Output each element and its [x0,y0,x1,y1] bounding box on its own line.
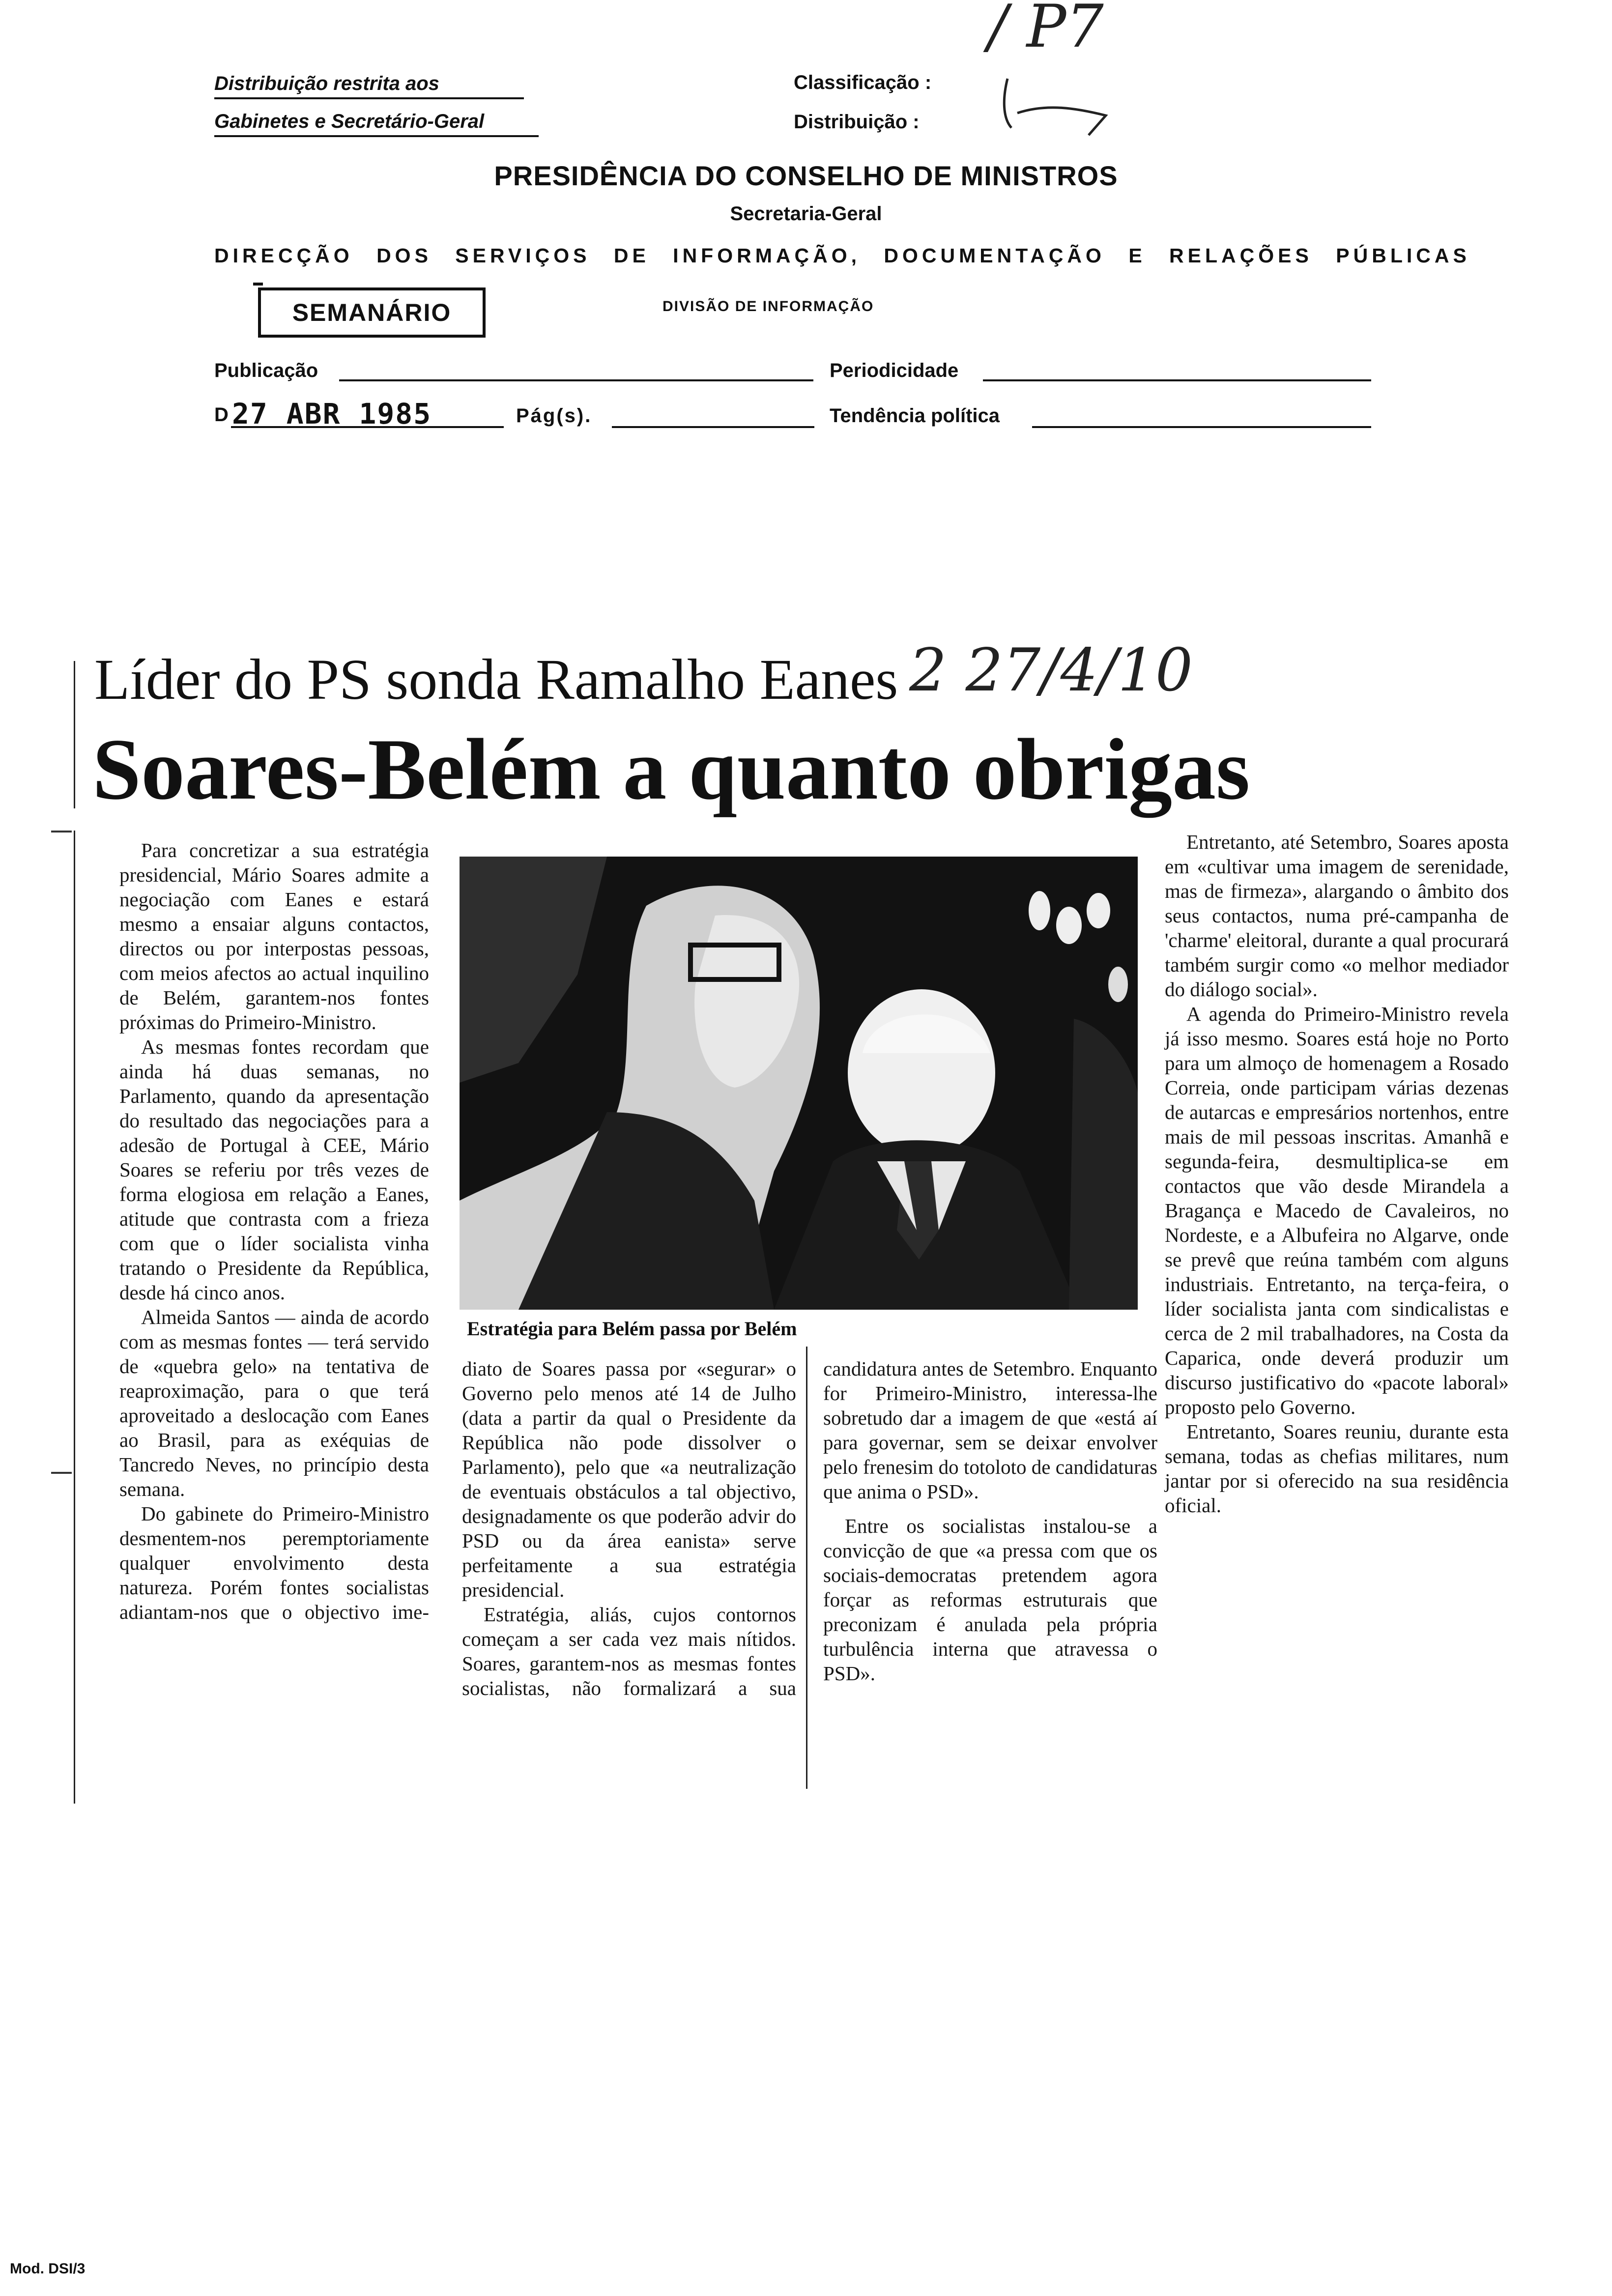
photo-caption: Estratégia para Belém passa por Belém [467,1318,797,1340]
periodicity-label: Periodicidade [830,360,959,381]
paragraph: Entretanto, Soares reuniu, durante esta semana, todas as chefias militares, num jantar por si oferecido na sua residência oficial. [1165,1420,1509,1517]
date-stamp: 27 ABR 1985 [232,397,432,430]
paragraph: Para concretizar a sua estratégia presidencial, Mário Soares admite a negociação com Eanes e estará mesmo a ensaiar alguns contactos, directos ou por interpostas pessoas, com meios afectos ao actual inquilino de Belém, garantem-nos fontes próximas do Primeiro-Ministro. [119,839,429,1033]
date-label: D [214,404,229,426]
article-headline: Soares-Belém a quanto obrigas [92,720,1250,818]
classification-label: Classificação : [794,72,932,93]
publication-label: Publicação [214,360,318,381]
handwritten-arrow [988,69,1116,147]
paragraph: A agenda do Primeiro-Ministro revela já isso mesmo. Soares está hoje no Porto para um almoço de homenagem a Rosado Correia, onde participam várias dezenas de autarcas e empresários nortenhos, entre mais de mil pessoas inscritas. Amanhã e segunda-feira, desmultiplica-se em contactos que vão desde Mirandela a Bragança e Macedo de Cavaleiros, no Nordeste, e a Albufeira no Algarve, onde se prevê que reúna também com alguns industriais. Entretanto, na terça-feira, o líder socialista janta com sindicalistas e cerca de 2 mil trabalhadores, na Costa da Caparica, onde deverá produzir um discurso justificativo do «pacote laboral» proposto pelo Governo. [1165,1003,1509,1418]
article-column-2 [462,1356,796,1700]
article-column-4 [1165,830,1509,1518]
semanario-stamp [258,287,486,338]
political-tendency-label: Tendência política [830,405,1000,427]
directorate-title: DIRECÇÃO DOS SERVIÇOS DE INFORMAÇÃO, DOCUMENTAÇÃO E RELAÇÕES PÚBLICAS [214,244,1470,267]
paragraph: Entre os socialistas instalou-se a convicção de que «a pressa com que os sociais-democratas pretendem agora forçar as reformas estruturais que preconizam é anulada pela própria turbulência interna que atravessa o PSD». [823,1515,1157,1685]
distribution-restriction-line1: Distribuição restrita aos [214,73,439,94]
article-column-3 [823,1356,1157,1686]
pages-label: Pág(s). [516,405,592,427]
stamp-text: SEMANÁRIO [292,299,452,326]
secretariat-title: Secretaria-Geral [730,203,882,225]
paragraph: As mesmas fontes recordam que ainda há duas semanas, no Parlamento, quando da apresentação do resultado das negociações para a adesão de Portugal à CEE, Mário Soares se referiu por três vezes de forma elogiosa em relação a Eanes, atitude que contrasta com a frieza com que o líder socialista vinha tratando o Presidente da República, desde há cinco anos. [119,1035,429,1304]
distribution-label: Distribuição : [794,111,920,133]
distribution-restriction-line2: Gabinetes e Secretário-Geral [214,111,485,132]
paragraph: Entretanto, até Setembro, Soares aposta em «cultivar uma imagem de serenidade, mas de firmeza», alargando o âmbito dos seus contactos, numa pré-campanha de 'charme' eleitoral, durante a qual procurará também surgir como «o melhor mediador do diálogo social». [1165,831,1509,1001]
paragraph: Almeida Santos — ainda de acordo com as mesmas fontes — terá servido de «quebra gelo» na tentativa de reaproximação, para o que terá aproveitado a deslocação com Eanes ao Brasil, para as exéquias de Tancredo Neves, no princípio desta semana. [119,1306,429,1500]
form-model-code: Mod. DSI/3 [10,2261,86,2277]
handwritten-top-mark: / P7 [988,0,1104,61]
paragraph: Estratégia, aliás, cujos contornos começam a ser cada vez mais nítidos. Soares, garantem-nos as mesmas fontes socialistas, não formalizará a sua [462,1603,796,1699]
paragraph: candidatura antes de Setembro. Enquanto for Primeiro-Ministro, interessa-lhe sobretudo dar a imagem de que «está aí para governar, sem se deixar envolver pelo frenesim do totoloto de candidaturas que anima o PSD». [823,1357,1157,1503]
handwritten-annotation: 2 27/4/10 [909,636,1193,705]
paragraph: diato de Soares passa por «segurar» o Governo pelo menos até 14 de Julho (data a partir da qual o Presidente da República não pode dissolver o Parlamento), pelo que «a neutralização de eventuais obstáculos a tal objectivo, designadamente os que poderão advir do PSD ou da área eanista» serve perfeitamente a sua estratégia presidencial. [462,1357,796,1601]
article-column-1 [119,838,429,1624]
article-photo [460,857,1138,1310]
article-kicker: Líder do PS sonda Ramalho Eanes [94,647,898,712]
division-title: DIVISÃO DE INFORMAÇÃO [662,298,874,315]
paragraph: Do gabinete do Primeiro-Ministro desmentem-nos peremptoriamente qualquer envolvimento desta natureza. Porém fontes socialistas adiantam-nos que o objectivo ime- [119,1502,429,1623]
agency-title: PRESIDÊNCIA DO CONSELHO DE MINISTROS [494,160,1118,191]
